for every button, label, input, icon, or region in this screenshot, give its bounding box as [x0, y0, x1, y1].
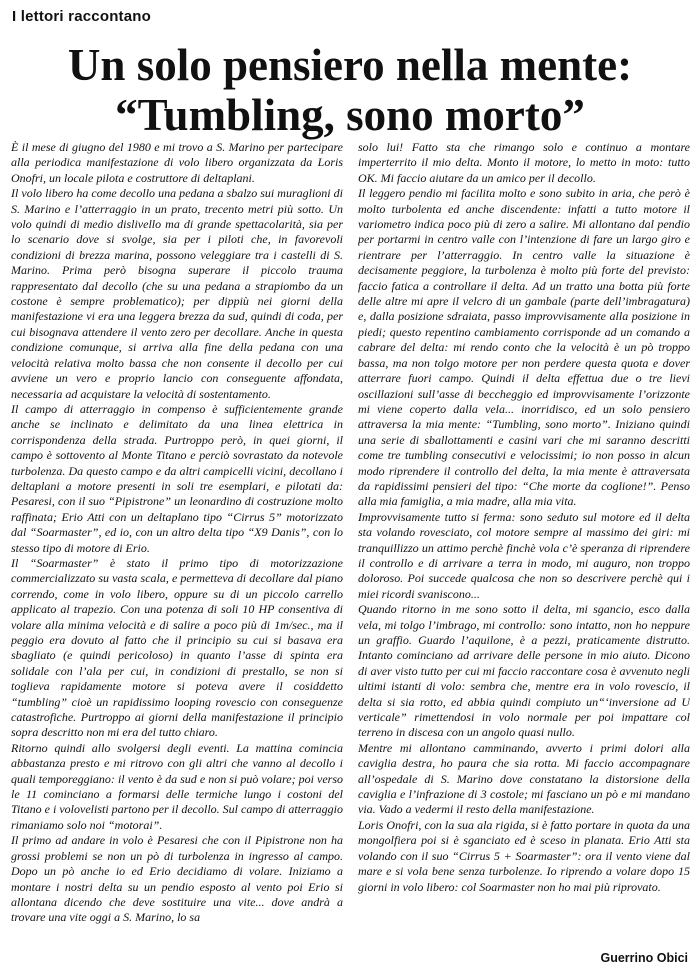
- paragraph: Quando ritorno in me sono sotto il delta, mi sgancio, esco dalla vela, mi tolgo l’imbrago, mi controllo: sono intatto, non ho neppure un graffio. Guardo l’aquilone, è a pezzi, praticamente distrutto. Intanto cominciano ad arrivare delle persone in mio aiuto. Dicono di aver visto tutto per cui mi faccio raccontare cosa è avvenuto negli ultimi istanti di volo: sembra che, mentre era in volo rovescio, il delta si sia rotto, ed abbia quindi compiuto un“‘inversione ad U verticale” rimettendosi in volo normale per poi impattare col terreno in discesa con un angolo quasi nullo.: [358, 602, 690, 740]
- paragraph: Il leggero pendio mi facilita molto e sono subito in aria, che però è molto turbolenta ed anche discendente: infatti a tutto motore il variometro indica poco più di zero a salire. Mi allontano dal pendio per portarmi in centro valle con l’intenzione di fare un largo giro e rientrare per l’atterraggio. In centro valle la situazione è decisamente peggiore, la turbolenza è molto più forte del previsto: faccio fatica a controllare il delta. Ad un tratto una botta più forte delle altre mi apre il velcro di un gambale (parte dell’imbragatura) e, dalla posizione sdraiata, passo improvvisamente alla posizione in piedi; questo repentino cambiamento corrisponde ad un comando a cabrare del delta: mi rendo conto che la velocità è un pò troppo bassa, ma non tolgo motore per non perdere questa quota e dover atterrare fuori campo. Quindi il delta effettua due o tre lievi oscillazioni sull’asse di beccheggio ed improvvisamente l’orizzonte mi viene coperto dalla vela... inorridisco, ed un solo pensiero attraversa la mia mente: “Tumbling, sono morto”. Iniziano quindi una serie di sballottamenti e casini vari che mi saranno descritti come tre tumbling consecutivi e velocissimi; io non posso in alcun modo riprendere il controllo del delta, la mia mente è attraversata da rapidissimi pensieri del tipo: “Che morte da coglione!”. Penso alla mia famiglia, a mia madre, alla mia vita.: [358, 186, 690, 509]
- paragraph: È il mese di giugno del 1980 e mi trovo a S. Marino per partecipare alla periodica manifestazione di volo libero organizzata da Loris Onofri, un locale pilota e costruttore di deltaplani.: [11, 140, 343, 185]
- paragraph: Improvvisamente tutto si ferma: sono seduto sul motore ed il delta sta volando rovesciato, col motore sempre al massimo dei giri: mi tranquillizzo un attimo perchè finchè vola c’è speranza di riprendere il controllo e di arrivare a terra in modo, mi auguro, non troppo doloroso. Poi succede qualcosa che non so descrivere perchè qui i miei ricordi svaniscono...: [358, 509, 690, 601]
- article-body: [11, 140, 691, 965]
- headline-line-2: “Tumbling, sono morto”: [115, 90, 585, 140]
- paragraph: Il campo di atterraggio in compenso è sufficientemente grande anche se inclinato e delimitato da una linea elettrica in corrispondenza della strada. Purtroppo però, in quei giorni, il campo è sottovento al Monte Titano e perciò sovrastato da notevole turbolenza. Da questo campo e da altri campicelli vicini, decollano i deltaplani a motore presenti in soli tre esemplari, e pilotati da: Pesaresi, con il suo “Pipistrone” un leonardino di costruzione molto raffinata; Erio Atti con un deltaplano tipo “Cirrus 5” motorizzato dal “Soarmaster”, ed io, con un altro delta tipo “X9 Danis”, con lo stesso tipo di motore di Erio.: [11, 401, 343, 555]
- column-left: [11, 140, 343, 965]
- column-right: [358, 140, 690, 965]
- author-byline: Guerrino Obici: [594, 951, 688, 965]
- article-headline: [0, 40, 700, 140]
- section-rubric: I lettori raccontano: [12, 8, 152, 25]
- paragraph: Il “Soarmaster” è stato il primo tipo di motorizzazione commercializzato su vasta scala, e permetteva di decollare dal piano correndo, come in volo libero, oppure su di un piccolo carrello applicato al trapezio. Con una potenza di soli 10 HP consentiva di volare alla minima velocità e di salire a poco più di 1m/sec., ma il peggio era dovuto al fatto che il principio su cui si basava era sbagliato (e quindi pericoloso) in quanto l’asse di spinta era solidale con l’ala per cui, in condizioni di prestallo, se non si toglieva rapidamente motore si poteva avere il cosiddetto “tumbling” cioè un rapidissimo looping rovescio con conseguenze catastrofiche. Purtroppo ai giorni della manifestazione il principio sopra descritto non mi era del tutto chiaro.: [11, 555, 343, 740]
- paragraph: Il volo libero ha come decollo una pedana a sbalzo sui muraglioni di S. Marino e l’atterraggio in un prato, trecento metri più sotto. Un volo quindi di medio dislivello ma di grande spettacolarità, sia per lo scenario dove si svolge, sia per i piloti che, in favorevoli condizioni di brezza marina, possono veleggiare tra i castelli di S. Marino. Prima però bisogna superare il piccolo trauma rappresentato dal decollo (che su una pedana a strapiombo da un costone è sempre problematico); per dippiù nei giorni della manifestazione vi era una leggera brezza da sud, quindi di coda, per cui bisognava attendere il vento zero per decollare. Anche in questa condizione comunque, si arriva alla fine della pedana con una velocità relativa molto bassa che non consente il decollo per cui avviene un vero e proprio lancio con conseguente affondata, necessaria ad acquistare la velocità di sostentamento.: [11, 186, 343, 401]
- paragraph: Ritorno quindi allo svolgersi degli eventi. La mattina comincia abbastanza presto e mi ritrovo con gli altri che vanno al decollo i quali temporeggiano: il vento è da sud e non si può volare; poi verso le 11 cominciano a formarsi delle termiche lungo i costoni del Titano e i volovelisti partono per il decollo. Sul campo di atterraggio rimaniamo solo noi “motorai”.: [11, 740, 343, 832]
- paragraph: Il primo ad andare in volo è Pesaresi che con il Pipistrone non ha grossi problemi se non un pò di turbolenza in ingresso al campo. Dopo un pò anche io ed Erio decidiamo di volare. Iniziamo a montare i nostri delta su un pendio esposto al vento poi Erio si allontana dicendo che deve sostituire una vite... dove andrà a trovare una vite oggi a S. Marino, lo sa: [11, 833, 343, 925]
- paragraph: solo lui! Fatto sta che rimango solo e continuo a montare imperterrito il mio delta. Monto il motore, lo metto in moto: tutto OK. Mi faccio aiutare da un amico per il decollo.: [358, 140, 690, 185]
- paragraph: Mentre mi allontano camminando, avverto i primi dolori alla caviglia destra, ho paura che sia rotta. Mi faccio accompagnare all’ospedale di S. Marino dove constatano la distorsione della caviglia e l’infrazione di 3 costole; mi fasciano un pò e mi mandano via. Vado a vedermi il resto della manifestazione.: [358, 740, 690, 817]
- headline-line-1: Un solo pensiero nella mente:: [67, 40, 633, 90]
- paragraph: Loris Onofri, con la sua ala rigida, si è fatto portare in quota da una mongolfiera poi si è sganciato ed è sceso in planata. Erio Atti sta volando con il suo “Cirrus 5 + Soarmaster”: ora il vento viene dal mare e si vola bene senza turbolenze. Io riprendo a volare dopo 15 giorni in volo libero: col Soarmaster non ho mai più riprovato.: [358, 817, 690, 894]
